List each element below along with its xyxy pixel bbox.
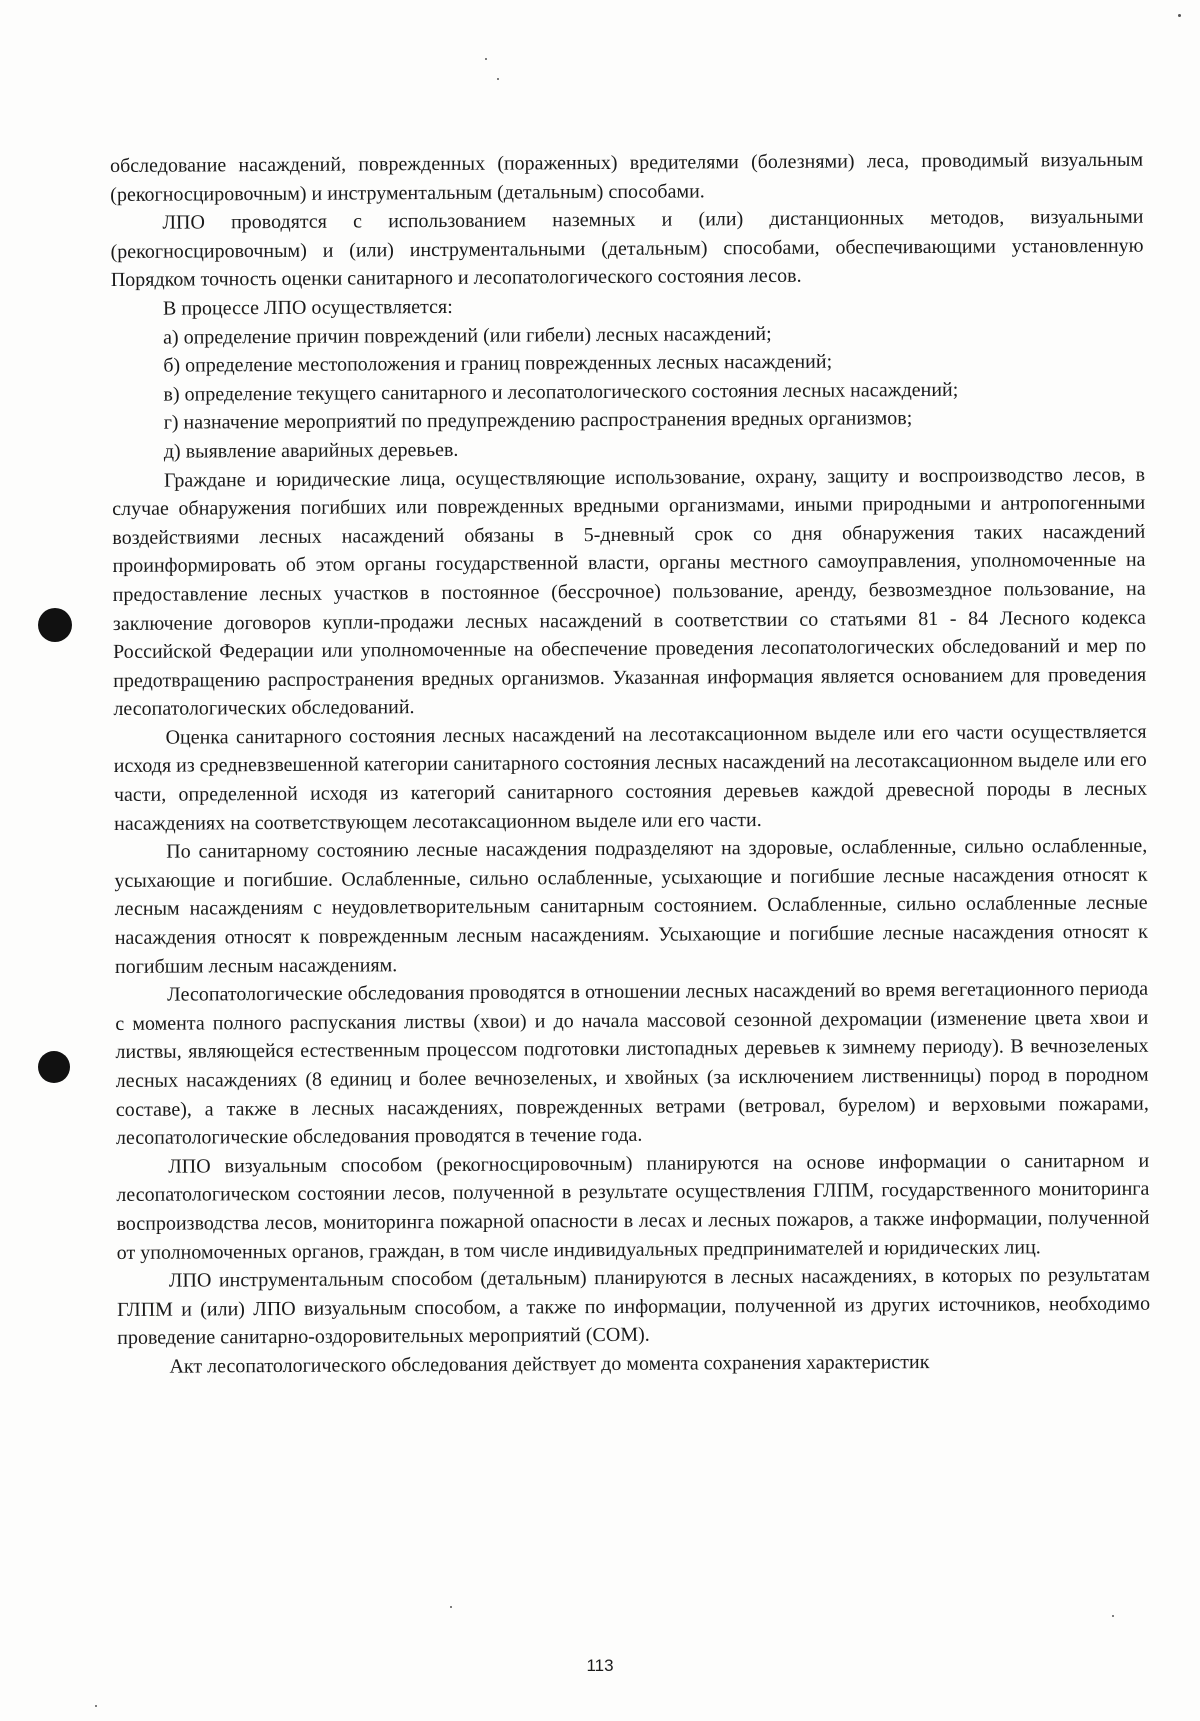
scan-speck [497,78,499,80]
punch-hole-mark [38,1051,70,1083]
scan-speck [95,1705,97,1707]
paragraph-instrumental-method: ЛПО инструментальным способом (детальным) планируются в лесных насаждениях, в которых по результатам ГЛПМ и (или) ЛПО визуальным способом, а также по информации, полученной из других источников, необходимо проведение санитарно-оздоровительных мероприятий (СОМ). [117,1263,1151,1350]
list-item-b: б) определение местоположения и границ поврежденных лесных насаждений; [163,350,833,377]
paragraph-visual-method: ЛПО визуальным способом (рекогносцировочным) планируются на основе информации о санитарном и лесопатологическом состоянии лесов, полученной в результате осуществления ГЛПМ, государственного мониторинга воспроизводства лесов, мониторинга пожарной опасности в лесах и лесных пожаров, а также информации, полученной от уполномоченных органов, граждан, в том числе индивидуальных предпринимателей и юридических лиц. [116,1149,1150,1264]
scan-speck [485,58,487,60]
paragraph-act-validity: Акт лесопатологического обследования действует до момента сохранения характеристик [169,1350,930,1378]
scan-speck [1178,14,1181,17]
list-item-v: в) определение текущего санитарного и лесопатологического состояния лесных насаждений; [163,378,959,406]
list-intro: В процессе ЛПО осуществляется: [162,295,453,320]
list-item-a: а) определение причин повреждений (или гибели) лесных насаждений; [163,322,772,349]
paragraph-sanitary-categories: По санитарному состоянию лесные насаждения подразделяют на здоровые, ослабленные, сильно ослабленные, усыхающие и погибшие. Ослабленные, сильно ослабленные, усыхающие и погибшие лесные насаждения относят к лесным насаждениям с неудовлетворительным санитарным состоянием. Ослабленные, сильно ослабленные лесные насаждения относят к поврежденным лесным насаждениям. Усыхающие и погибшие лесные насаждения относят к погибшим лесным насаждениям. [114,834,1148,978]
punch-hole-mark [38,608,72,642]
paragraph-citizens-obligation: Граждане и юридические лица, осуществляющие использование, охрану, защиту и воспроизводство лесов, в случае обнаружения погибших или поврежденных вредными организмами, иными природными и антропогенными воздействиями лесных насаждений обязаны в 5-дневный срок со дня обнаружения таких насаждений проинформировать об этом органы государственной власти, органы местного самоуправления, уполномоченные на предоставление лесных участков в постоянное (бессрочное) пользование, аренду, безвозмездное пользование, на заключение договоров купли-продажи лесных насаждений в соответствии со статьями 81 - 84 Лесного кодекса Российской Федерации или уполномоченные на обеспечение проведения лесопатологических обследований и мер по предотвращению распространения вредных организмов. Указанная информация является основанием для проведения лесопатологических обследований. [112,463,1147,721]
paragraph-survey-timing: Лесопатологические обследования проводятся в отношении лесных насаждений во время вегетационного периода с момента полного распускания листвы (хвои) и до начала массовой сезонной дехромации (изменение цвета хвои и листвы, являющейся естественным процессом подготовки листопадных деревьев к зимнему периоду). В вечнозеленых лесных насаждениях (8 единиц и более вечнозеленых, и хвойных (за исключением лиственницы) пород в породном составе), а также в лесных насаждениях, поврежденных ветрами (ветровал, бурелом) и верховыми пожарами, лесопатологические обследования проводятся в течение года. [115,977,1149,1150]
paragraph-sanitary-assessment: Оценка санитарного состояния лесных насаждений на лесотаксационном выделе или его части осуществляется исходя из средневзвешенной категории санитарного состояния лесных насаждений на лесотаксационном выделе или его части, определенной исходя из категорий санитарного состояния деревьев каждой древесной породы в лесных насаждениях на соответствующем лесотаксационном выделе или его части. [113,720,1147,835]
list-item-d: д) выявление аварийных деревьев. [163,438,459,463]
scan-speck [450,1606,452,1608]
page-number: 113 [586,1656,614,1675]
document-body [110,146,1150,1382]
paragraph-methods: ЛПО проводятся с использованием наземных и (или) дистанционных методов, визуальными (рекогносцировочным) и (или) инструментальными (детальным) способами, обеспечивающими установленную Порядком точность оценки санитарного и лесопатологического состояния лесов. [110,205,1144,292]
paragraph-continuation: обследование насаждений, поврежденных (пораженных) вредителями (болезнями) леса, проводимый визуальным (рекогносцировочным) и инструментальным (детальным) способами. [110,148,1144,206]
list-item-g: г) назначение мероприятий по предупреждению распространения вредных организмов; [163,407,913,435]
scan-speck [1112,1615,1114,1617]
